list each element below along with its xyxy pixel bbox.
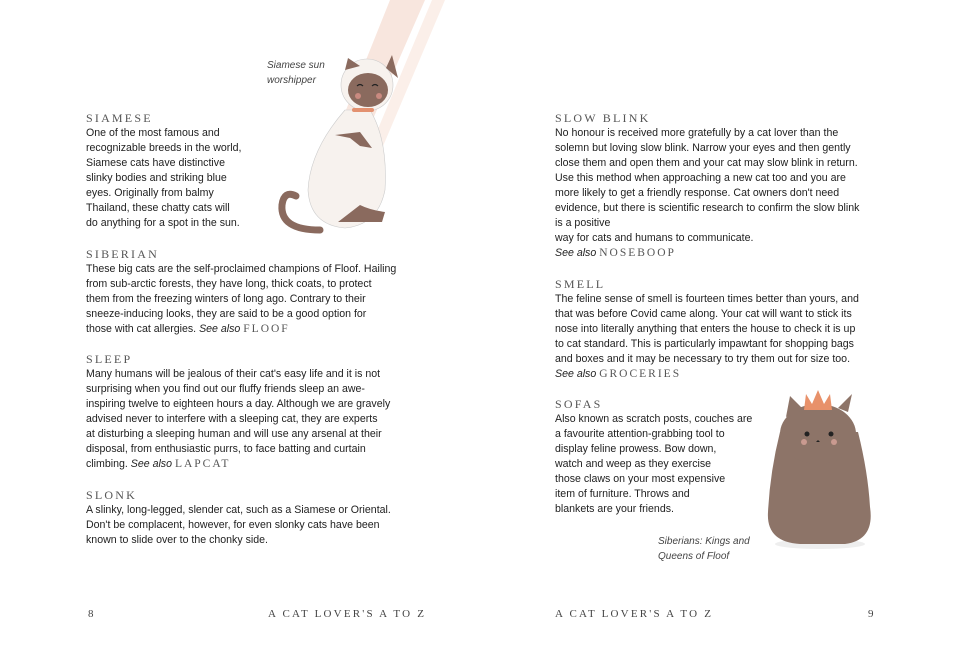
body-text: display feline prowess. Bow down, (555, 443, 717, 455)
body-line (86, 442, 390, 457)
body-text: recognizable breeds in the world, (86, 142, 242, 154)
body-text: that was before Covid came along. Your cat will want to stick its (555, 308, 852, 320)
body-line (555, 171, 859, 186)
right-page (480, 0, 960, 658)
body-text: sneeze-inducing looks, they are said to be a good option for (86, 308, 367, 320)
body-line (555, 156, 859, 171)
body-line (86, 216, 241, 231)
running-title: A CAT LOVER'S A TO Z (555, 608, 714, 620)
body-line (86, 262, 396, 277)
siamese-caption (267, 58, 325, 88)
see-label: See (130, 458, 150, 470)
body-text: do anything for a spot in the sun. (86, 217, 240, 229)
body-text: close them and open them and your cat may slow blink in return. (555, 157, 858, 169)
body-text: to cat standard. This is particularly impawtant for shopping bags (555, 338, 854, 350)
body-line (555, 216, 859, 231)
body-line (555, 442, 752, 457)
body-text: eyes. Originally from balmy (86, 187, 214, 199)
body-line (86, 503, 391, 518)
body-line (86, 382, 390, 397)
see-also (131, 458, 231, 470)
body-line (86, 518, 391, 533)
body-line (555, 472, 752, 487)
body-text: advised never to interfere with a sleeping cat, they are experts (86, 413, 378, 425)
see-also (196, 323, 290, 335)
siberian-caption (658, 534, 750, 564)
body-text: Use this method when approaching a new cat too and you are (555, 172, 846, 184)
also-label: also (152, 458, 172, 470)
caption-line: worshipper (267, 75, 316, 86)
entry-heading: SLONK (86, 488, 138, 502)
body-line (555, 141, 859, 156)
caption-line: Siberians: Kings and (658, 536, 750, 547)
entry-slonk (86, 488, 391, 548)
body-line (555, 337, 859, 352)
body-line (86, 201, 241, 216)
entry-sofas (555, 397, 752, 517)
body-line (86, 141, 241, 156)
body-text: evidence, but there is scientific research to confirm the slow blink (555, 202, 860, 214)
body-text: disposal, from enthusiastic purrs, to face batting and curtain (86, 443, 366, 455)
body-text: blankets are your friends. (555, 503, 674, 515)
body-text: and boxes and it may be necessary to try them out for size too. (555, 353, 851, 365)
body-text: them from the freezing winters of long ago. Contrary to their (86, 293, 366, 305)
body-line (86, 367, 390, 382)
body-line (555, 292, 859, 307)
body-text: slinky bodies and striking blue (86, 172, 227, 184)
see-also-line (555, 367, 859, 382)
body-text: known to slide over to the chonky side. (86, 534, 268, 546)
body-text: One of the most famous and (86, 127, 220, 139)
body-line (86, 412, 390, 427)
body-text: watch and weep as they exercise (555, 458, 712, 470)
body-line (555, 352, 859, 367)
body-text: climbing. (86, 458, 131, 470)
also-label: also (576, 368, 597, 380)
also-label: also (220, 323, 241, 335)
body-line (86, 171, 241, 186)
running-title: A CAT LOVER'S A TO Z (268, 608, 427, 620)
body-line (86, 277, 396, 292)
body-text: Don't be complacent, however, for even slonky cats have been (86, 519, 380, 531)
body-text: A slinky, long-legged, slender cat, such as a Siamese or Oriental. (86, 504, 391, 516)
body-text: inspiring twelve to eighteen hours a day. Although we are gravely (86, 398, 391, 410)
body-line (86, 292, 396, 307)
body-text: nose into literally anything that enters the house to check it is up (555, 323, 856, 335)
body-text: Siamese cats have distinctive (86, 157, 225, 169)
body-text: from sub-arctic forests, they have long, thick coats, to protect (86, 278, 372, 290)
see-label: See (555, 247, 574, 259)
body-text: is a positive (555, 217, 611, 229)
body-line (555, 126, 859, 141)
entry-smell (555, 277, 859, 382)
body-line (86, 186, 241, 201)
body-line (86, 322, 396, 337)
body-text: at disturbing a sleeping human and will use any arsenal at their (86, 428, 382, 440)
see-also (555, 247, 676, 259)
entry-heading: SIAMESE (86, 111, 153, 125)
body-line (86, 126, 241, 141)
body-line (555, 412, 752, 427)
entry-heading: SOFAS (555, 397, 603, 411)
page-number: 9 (868, 608, 876, 620)
body-text: way for cats and humans to communicate. (555, 232, 754, 244)
body-line (555, 231, 859, 246)
body-text: more likely to get a friendly response. Cat owners don't need (555, 187, 840, 199)
cross-reference-link[interactable]: GROCERIES (599, 368, 682, 380)
body-line (86, 307, 396, 322)
cross-reference-link[interactable]: LAPCAT (174, 458, 231, 470)
body-text: The feline sense of smell is fourteen times better than yours, and (555, 293, 859, 305)
also-label: also (576, 247, 597, 259)
body-line (555, 307, 859, 322)
body-line (86, 427, 390, 442)
body-line (555, 502, 752, 517)
body-text: solemn but loving slow blink. Narrow your eyes and then gently (555, 142, 851, 154)
entry-siamese (86, 111, 241, 231)
see-also (555, 368, 681, 380)
body-line (86, 533, 391, 548)
body-line (555, 322, 859, 337)
body-text: No honour is received more gratefully by a cat lover than the (555, 127, 839, 139)
body-text: those with cat allergies. (86, 323, 197, 335)
entry-siberian (86, 247, 396, 337)
body-line (86, 457, 390, 472)
caption-line: Siamese sun (267, 60, 325, 71)
body-text: those claws on your most expensive (555, 473, 726, 485)
body-line (86, 156, 241, 171)
siamese-cat-illustration (260, 0, 460, 250)
cross-reference-link[interactable]: FLOOF (243, 323, 290, 335)
see-label: See (199, 323, 218, 335)
entry-slow-blink (555, 111, 859, 261)
body-text: These big cats are the self-proclaimed champions of Floof. Hailing (86, 263, 397, 275)
body-line (555, 487, 752, 502)
body-text: a favourite attention-grabbing tool to (555, 428, 725, 440)
body-text: surprising when you find out our fluffy friends sleep an awe- (86, 383, 365, 395)
body-text: item of furniture. Throws and (555, 488, 690, 500)
body-line (86, 397, 390, 412)
body-text: Thailand, these chatty cats will (86, 202, 230, 214)
page-number: 8 (88, 608, 96, 620)
body-line (555, 201, 859, 216)
caption-line: Queens of Floof (658, 551, 730, 562)
body-line (555, 186, 859, 201)
see-also-line (555, 246, 859, 261)
body-line (555, 427, 752, 442)
entry-heading: SIBERIAN (86, 247, 159, 261)
body-line (555, 457, 752, 472)
body-text: Also known as scratch posts, couches are (555, 413, 753, 425)
cross-reference-link[interactable]: NOSEBOOP (599, 247, 676, 259)
see-label: See (555, 368, 574, 380)
siberian-cat-illustration (760, 382, 880, 552)
entry-sleep (86, 352, 390, 472)
entry-heading: SLEEP (86, 352, 133, 366)
body-text: Many humans will be jealous of their cat's easy life and it is not (86, 368, 381, 380)
entry-heading: SMELL (555, 277, 606, 291)
entry-heading: SLOW BLINK (555, 111, 651, 125)
